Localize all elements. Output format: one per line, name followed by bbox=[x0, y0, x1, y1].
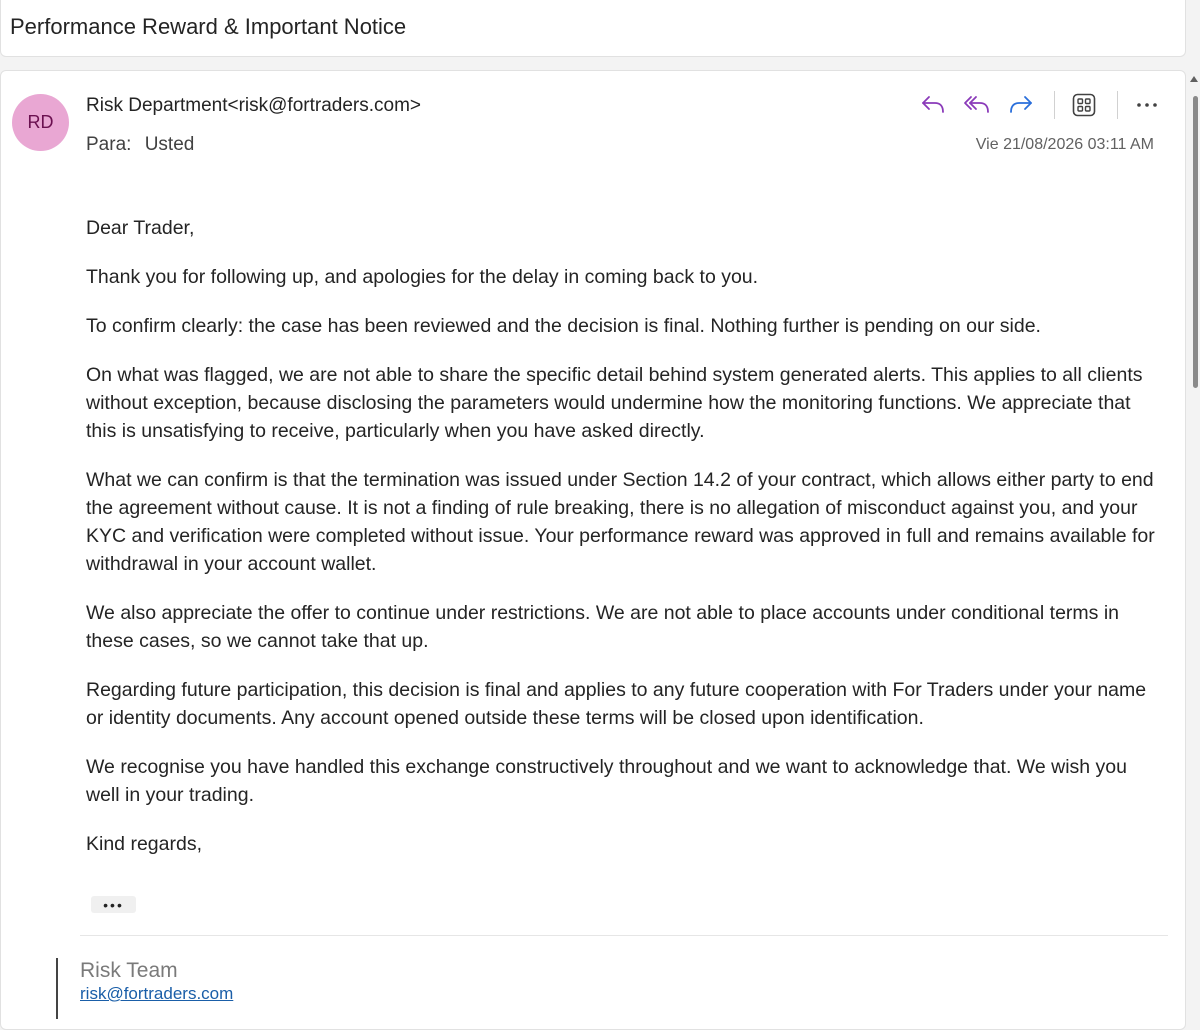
recipient-label: Para: bbox=[86, 134, 132, 155]
forward-icon bbox=[1008, 94, 1034, 116]
subject-bar bbox=[0, 0, 1186, 57]
sender-email[interactable]: <risk@fortraders.com> bbox=[227, 95, 422, 116]
sender-line[interactable] bbox=[86, 95, 421, 117]
signature-email-link[interactable]: risk@fortraders.com bbox=[80, 984, 234, 1003]
avatar-initials: RD bbox=[27, 112, 54, 132]
email-subject: Performance Reward & Important Notice bbox=[10, 14, 407, 39]
body-paragraph: On what was flagged, we are not able to share the specific detail behind system generated alerts. This applies to all clients without exception, because disclosing the parameters would undermine how the monitoring functions. We appreciate that this is unsatisfying to receive, particularly when you have asked directly. bbox=[86, 364, 1143, 442]
sender-name[interactable]: Risk Department bbox=[86, 95, 228, 116]
message-body bbox=[86, 214, 1156, 879]
body-paragraph: Dear Trader, bbox=[86, 217, 195, 239]
reply-icon bbox=[920, 94, 946, 116]
more-actions-button[interactable] bbox=[1130, 88, 1164, 122]
body-paragraph: We recognise you have handled this exchange constructively throughout and we want to acknowledge that. We wish you well in your trading. bbox=[86, 756, 1127, 806]
body-paragraph: Thank you for following up, and apologies for the delay in coming back to you. bbox=[86, 266, 759, 288]
apps-icon bbox=[1072, 93, 1096, 117]
toolbar-divider bbox=[1054, 91, 1055, 119]
forward-button[interactable] bbox=[1004, 88, 1038, 122]
avatar[interactable] bbox=[12, 94, 69, 151]
more-actions-icon bbox=[1136, 101, 1158, 109]
recipient-line bbox=[86, 134, 194, 156]
body-paragraph: We also appreciate the offer to continue under restrictions. We are not able to place accounts under conditional terms in these cases, so we cannot take that up. bbox=[86, 602, 1120, 652]
signature-separator bbox=[80, 935, 1168, 936]
message-date: Vie 21/08/2026 03:11 AM bbox=[975, 136, 1154, 153]
reply-all-icon bbox=[963, 94, 991, 116]
recipient-value[interactable]: Usted bbox=[144, 134, 195, 155]
toolbar-divider bbox=[1117, 91, 1118, 119]
body-paragraph: What we can confirm is that the termination was issued under Section 14.2 of your contract, which allows either party to end the agreement without cause. It is not a finding of rule breaking, there is no allegation of misconduct against you, and your KYC and verification were completed without issue. Your performance reward was approved in full and remains available for withdrawal in your account wallet. bbox=[86, 469, 1155, 575]
body-paragraph: To confirm clearly: the case has been reviewed and the decision is final. Nothing further is pending on our side. bbox=[86, 315, 1041, 337]
reply-button[interactable] bbox=[916, 88, 950, 122]
apps-button[interactable] bbox=[1067, 88, 1101, 122]
signature-quote-bar bbox=[56, 958, 58, 1019]
body-paragraph: Kind regards, bbox=[86, 833, 202, 855]
message-actions bbox=[916, 88, 1174, 122]
reply-all-button[interactable] bbox=[960, 88, 994, 122]
scroll-up-arrow[interactable] bbox=[1190, 76, 1198, 82]
body-paragraph: Regarding future participation, this decision is final and applies to any future cooperation with For Traders under your name or identity documents. Any account opened outside these terms will be closed upon identification. bbox=[86, 679, 1147, 729]
scrollbar-thumb[interactable] bbox=[1193, 96, 1198, 388]
signature-name: Risk Team bbox=[80, 959, 178, 982]
show-trimmed-content-button[interactable]: ••• bbox=[91, 896, 136, 913]
